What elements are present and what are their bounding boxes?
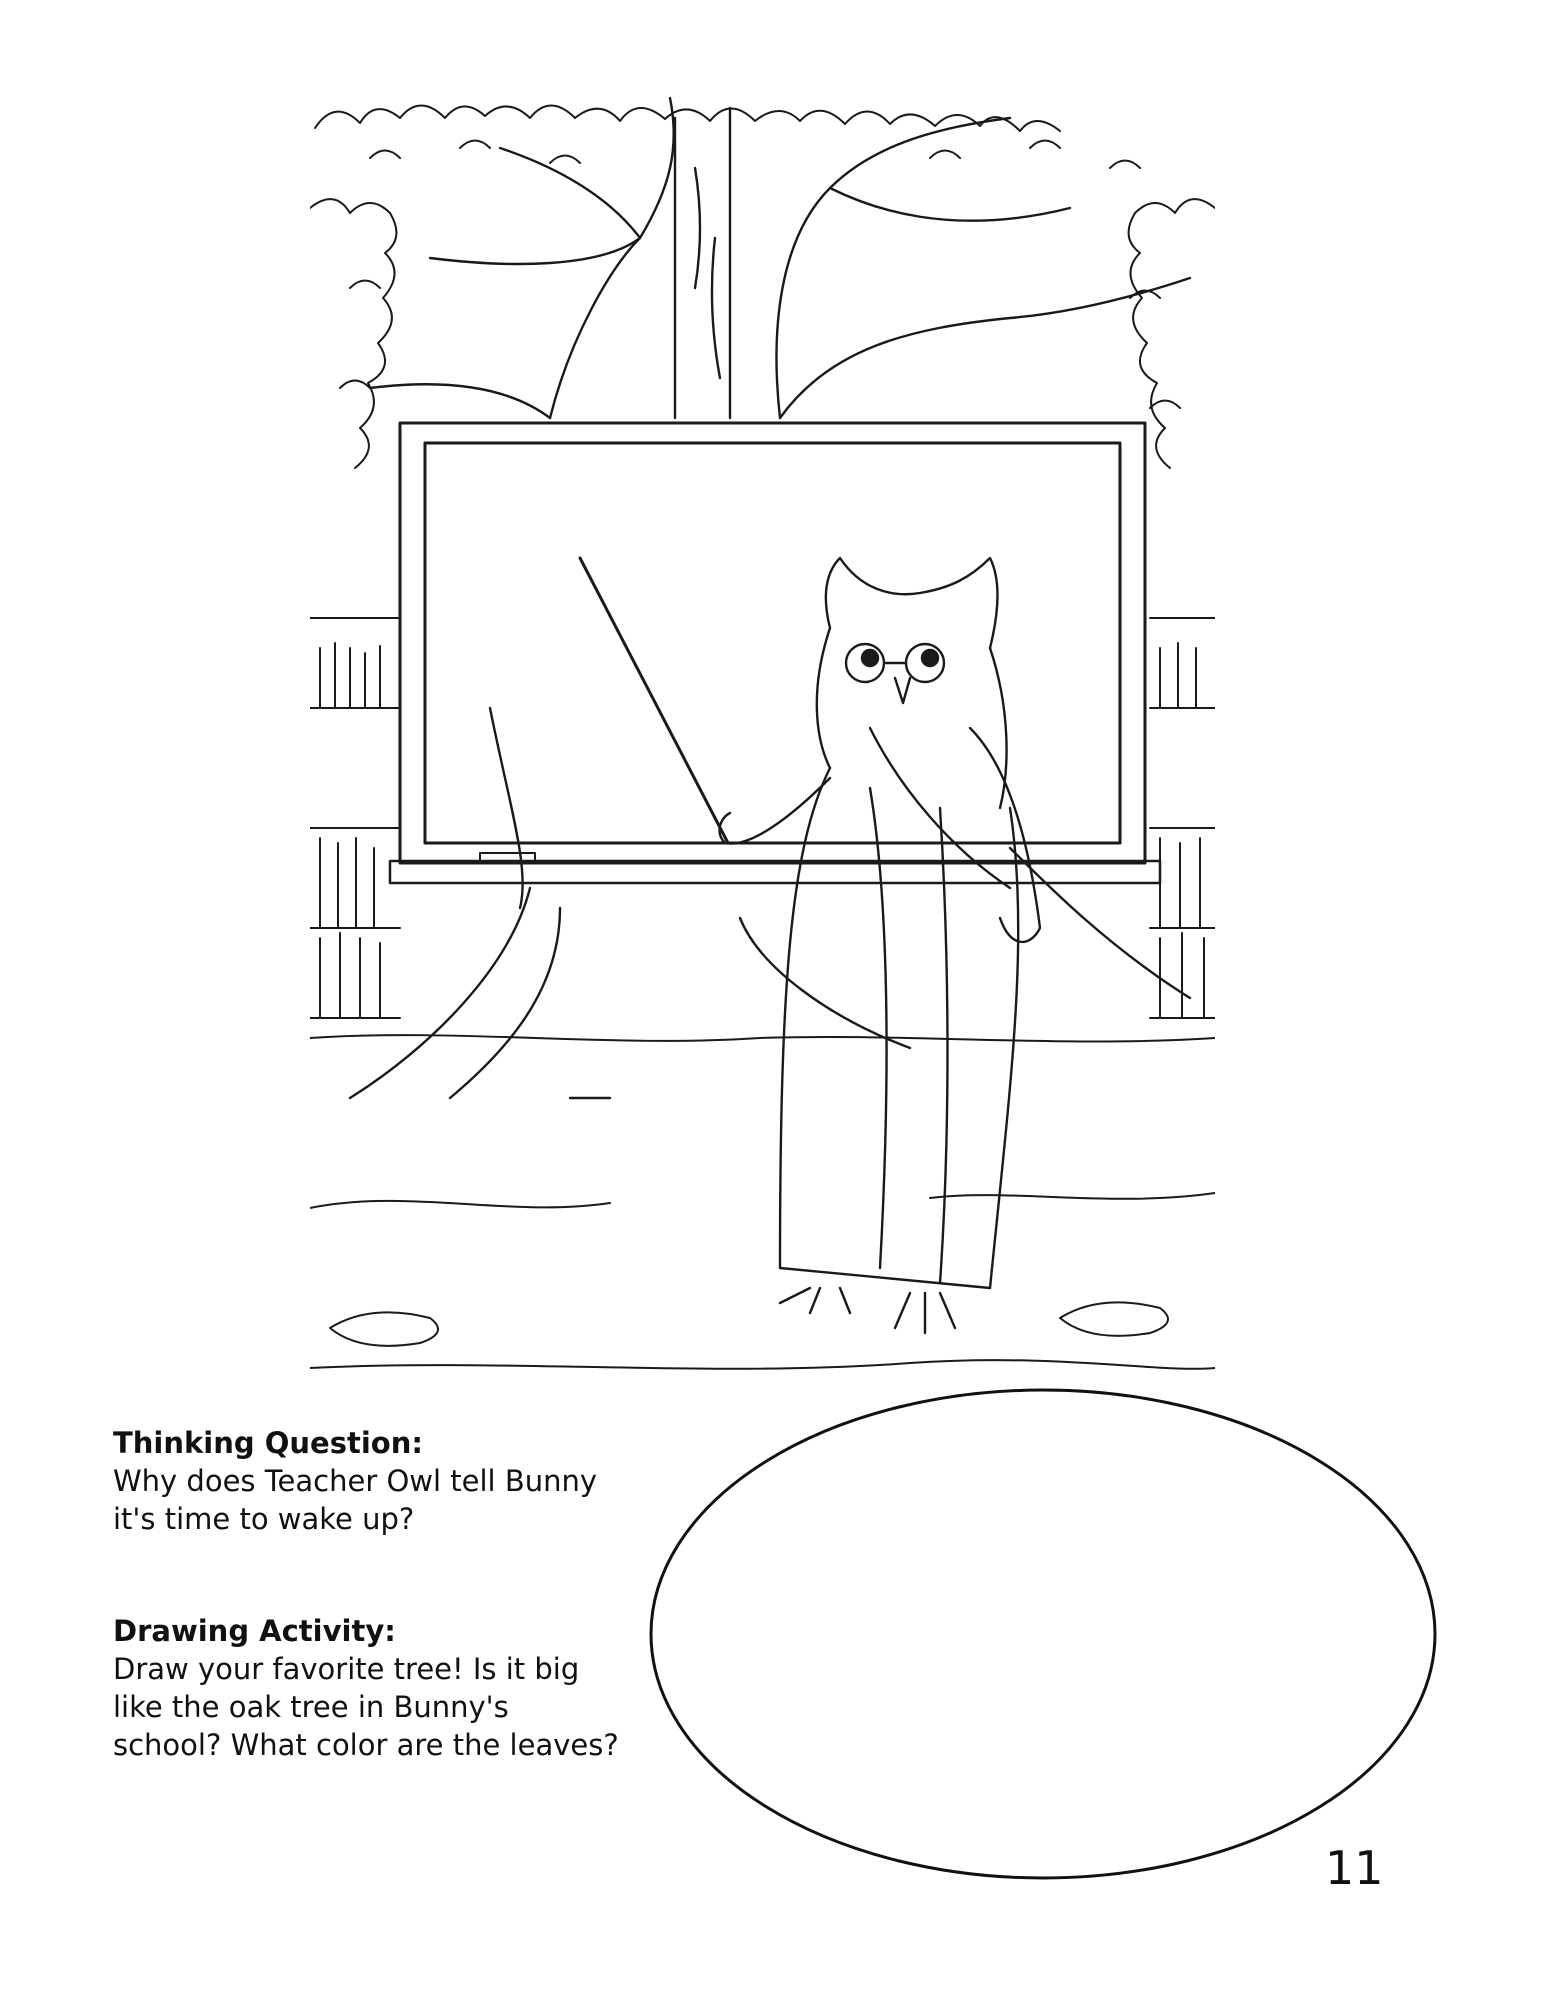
drawing-area-oval[interactable]: [648, 1387, 1438, 1881]
coloring-illustration: [310, 88, 1215, 1388]
drawing-area-outline: [648, 1387, 1438, 1881]
owl-teacher-scene-image: [310, 88, 1215, 1388]
drawing-activity: [113, 1612, 673, 1764]
tree-trunk: [350, 98, 1190, 1098]
thinking-question-line-2: it's time to wake up?: [113, 1502, 415, 1536]
tree-canopy: [310, 106, 1215, 469]
thinking-question-line-1: Why does Teacher Owl tell Bunny: [113, 1464, 598, 1498]
drawing-activity-line-1: Draw your favorite tree! Is it big: [113, 1652, 580, 1686]
chalkboard: [390, 423, 1160, 883]
bookshelves: [310, 618, 1215, 1018]
drawing-activity-line-3: school? What color are the leaves?: [113, 1728, 619, 1762]
drawing-activity-line-2: like the oak tree in Bunny's: [113, 1690, 509, 1724]
thinking-question-heading: Thinking Question:: [113, 1426, 423, 1460]
drawing-activity-heading: Drawing Activity:: [113, 1614, 396, 1648]
page-number: 11: [1325, 1841, 1384, 1895]
owl-teacher: [720, 558, 1040, 1333]
thinking-question: [113, 1424, 673, 1538]
pointer-stick: [580, 558, 728, 843]
ground: [310, 1035, 1215, 1369]
